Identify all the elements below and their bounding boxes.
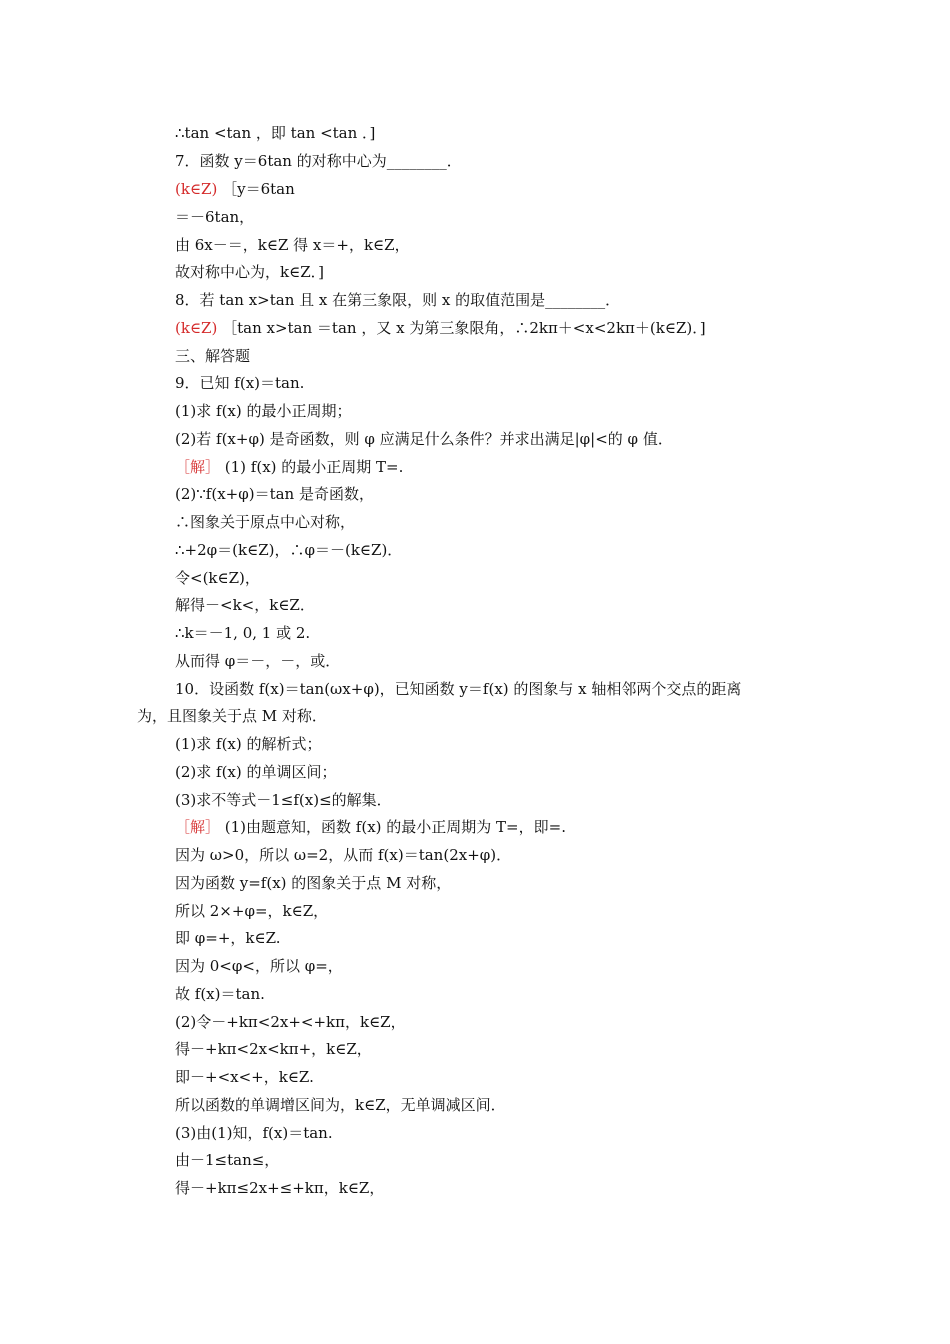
answer-8 xyxy=(175,318,706,338)
line-text: (2)求 f(x) 的单调区间； xyxy=(175,763,337,781)
line-text: 故对称中心为，k∈Z．] xyxy=(175,263,324,281)
answer-label: (k∈Z) xyxy=(175,319,218,337)
text-line xyxy=(175,512,355,532)
text-line xyxy=(175,928,281,948)
line-text: (1)求 f(x) 的解析式； xyxy=(175,735,322,753)
line-text: (2)∵f(x+φ)＝tan 是奇函数， xyxy=(175,485,374,503)
question-8 xyxy=(175,290,620,310)
line-text: ∴k＝－1, 0, 1 或 2. xyxy=(175,624,311,642)
text-line xyxy=(175,1039,372,1059)
line-text: (3)求不等式－1≤f(x)≤的解集． xyxy=(175,791,392,809)
line-text: 所以函数的单调增区间为，k∈Z，无单调减区间． xyxy=(175,1096,506,1114)
line-text: 因为 ω>0，所以 ω=2，从而 f(x)＝tan(2x+φ)． xyxy=(175,846,512,864)
line-text: 因为 0<φ<，所以 φ=， xyxy=(175,957,343,975)
solution-label: ［解］ xyxy=(175,458,221,476)
text-line xyxy=(175,568,260,588)
text-line-continued xyxy=(137,706,327,726)
line-text: (2)若 f(x+φ) 是奇函数，则 φ 应满足什么条件？并求出满足|φ|<的 φ 值． xyxy=(175,430,673,448)
text-line xyxy=(175,1067,314,1087)
line-text: 即－+<x<+，k∈Z. xyxy=(175,1068,314,1086)
text-line xyxy=(175,1178,384,1198)
line-text: (1)由题意知，函数 f(x) 的最小正周期为 T=，即=. xyxy=(220,818,566,836)
text-line xyxy=(175,235,410,255)
line-text: 得－+kπ≤2x+≤+kπ，k∈Z， xyxy=(175,1179,385,1197)
line-text: 所以 2×+φ=，k∈Z， xyxy=(175,902,329,920)
question-7 xyxy=(175,151,462,171)
section-heading xyxy=(175,346,250,366)
solution-label: ［解］ xyxy=(175,818,221,836)
text-line xyxy=(175,734,322,754)
line-text: 令<(k∈Z)， xyxy=(175,569,260,587)
text-line xyxy=(175,956,343,976)
text-line xyxy=(175,790,392,810)
line-text: 因为函数 y=f(x) 的图象关于点 M 对称， xyxy=(175,874,452,892)
text-line xyxy=(175,901,328,921)
text-line xyxy=(175,484,374,504)
line-text: ∴tan <tan ，即 tan <tan ．] xyxy=(175,124,376,142)
text-line xyxy=(175,984,265,1004)
line-text: 故 f(x)＝tan. xyxy=(175,985,265,1003)
solution-9 xyxy=(175,457,403,477)
text-line xyxy=(175,651,340,671)
line-text: (1)求 f(x) 的最小正周期； xyxy=(175,402,352,420)
line-text: ∴图象关于原点中心对称， xyxy=(175,513,356,531)
text-line xyxy=(175,207,254,227)
text-line xyxy=(175,873,451,893)
question-10 xyxy=(175,679,741,699)
line-text: 由－1≤tan≤， xyxy=(175,1151,280,1169)
text-line xyxy=(175,845,511,865)
text-line xyxy=(175,762,337,782)
line-text: (3)由(1)知，f(x)＝tan. xyxy=(175,1124,333,1142)
line-text: (1) f(x) 的最小正周期 T=. xyxy=(220,458,404,476)
solution-10 xyxy=(175,817,566,837)
line-text: 解得－<k<，k∈Z． xyxy=(175,596,315,614)
line-text: 从而得 φ＝－，－，或． xyxy=(175,652,341,670)
line-text: (2)令－+kπ<2x+<+kπ，k∈Z， xyxy=(175,1013,406,1031)
line-text: 即 φ=+，k∈Z. xyxy=(175,929,281,947)
question-9 xyxy=(175,373,304,393)
text-line xyxy=(175,429,673,449)
text-line xyxy=(175,262,324,282)
text-line xyxy=(175,623,310,643)
line-text: ［y＝6tan xyxy=(217,180,295,198)
text-line xyxy=(175,1123,333,1143)
answer-label: (k∈Z) xyxy=(175,180,218,198)
answer-7 xyxy=(175,179,295,199)
line-text: 得－+kπ<2x<kπ+，k∈Z， xyxy=(175,1040,372,1058)
line-text: ［tan x>tan ＝tan ，又 x 为第三象限角，∴2kπ＋<x<2kπ＋(k∈Z)．] xyxy=(217,319,706,337)
line-text: 由 6x－＝，k∈Z 得 x＝+，k∈Z， xyxy=(175,236,410,254)
text-line xyxy=(175,1150,279,1170)
text-line xyxy=(175,1012,406,1032)
text-line xyxy=(175,540,402,560)
line-text: 7．函数 y＝6tan 的对称中心为________． xyxy=(175,152,462,170)
text-line xyxy=(175,401,352,421)
line-text: 10．设函数 f(x)＝tan(ωx+φ)，已知函数 y＝f(x) 的图象与 x 轴相邻两个交点的距离 xyxy=(175,680,742,698)
text-line xyxy=(175,595,315,615)
line-text: ∴+2φ＝(k∈Z)，∴φ＝－(k∈Z)． xyxy=(175,541,403,559)
line-text: 为，且图象关于点 M 对称． xyxy=(137,707,327,725)
line-text: 9．已知 f(x)＝tan. xyxy=(175,374,305,392)
text-line xyxy=(175,123,375,143)
text-line xyxy=(175,1095,506,1115)
line-text: 三、解答题 xyxy=(175,347,251,365)
line-text: ＝－6tan， xyxy=(175,208,255,226)
line-text: 8．若 tan x>tan 且 x 在第三象限，则 x 的取值范围是________． xyxy=(175,291,621,309)
